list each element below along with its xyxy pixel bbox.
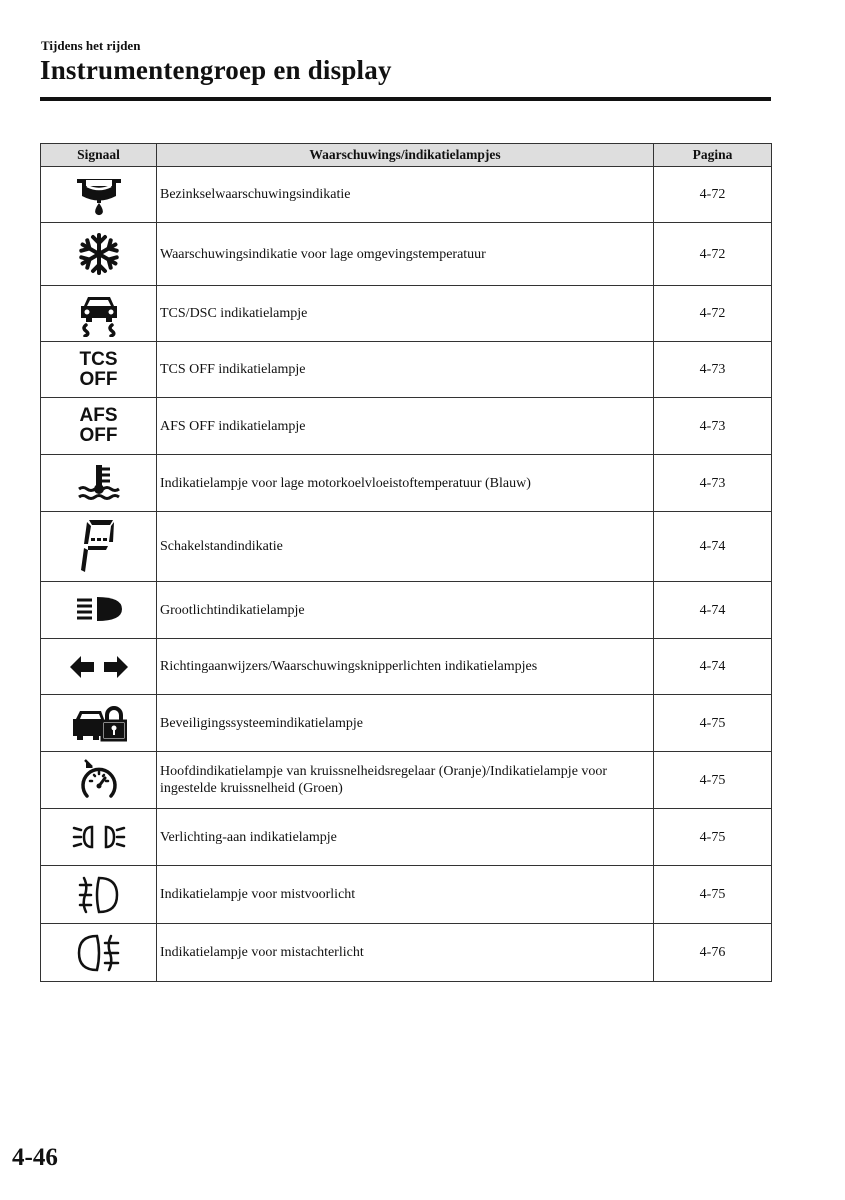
gear-position-p-icon	[79, 516, 119, 578]
icon-label-tcs: TCS	[79, 348, 118, 370]
description-cell: Schakelstandindikatie	[157, 512, 654, 582]
description-cell: Indikatielampje voor lage motorkoelvloeistoftemperatuur (Blauw)	[157, 455, 654, 512]
signal-cell	[41, 342, 157, 398]
table-row	[41, 809, 772, 866]
front-fog-light-icon	[77, 874, 121, 916]
signal-cell	[41, 639, 157, 695]
page-cell: 4-76	[654, 924, 772, 982]
snowflake-icon	[76, 231, 122, 277]
table-row	[41, 866, 772, 924]
description-cell: Bezinkselwaarschuwingsindikatie	[157, 167, 654, 223]
description-cell: Indikatielampje voor mistvoorlicht	[157, 866, 654, 924]
description-cell: Verlichting-aan indikatielampje	[157, 809, 654, 866]
page-cell: 4-72	[654, 286, 772, 342]
signal-cell	[41, 455, 157, 512]
description-cell: Grootlichtindikatielampje	[157, 582, 654, 639]
signal-cell	[41, 924, 157, 982]
page-cell: 4-72	[654, 167, 772, 223]
high-beam-icon	[73, 594, 125, 626]
lights-on-icon	[71, 822, 127, 852]
column-header-description: Waarschuwings/indikatielampjes	[157, 144, 654, 167]
table-row	[41, 167, 772, 223]
signal-cell	[41, 223, 157, 286]
tcs-off-icon	[80, 350, 118, 390]
table-row	[41, 695, 772, 752]
table-row	[41, 582, 772, 639]
page-cell: 4-73	[654, 342, 772, 398]
page-cell: 4-73	[654, 398, 772, 455]
description-cell: Richtingaanwijzers/Waarschuwingsknipperlichten indikatielampjes	[157, 639, 654, 695]
signal-cell	[41, 512, 157, 582]
page-cell: 4-73	[654, 455, 772, 512]
table-row	[41, 512, 772, 582]
afs-off-icon	[80, 406, 118, 446]
security-car-lock-icon	[71, 703, 127, 743]
turn-signal-arrows-icon	[68, 652, 130, 682]
page-cell: 4-75	[654, 866, 772, 924]
table-row	[41, 286, 772, 342]
indicator-table	[40, 143, 772, 982]
signal-cell	[41, 695, 157, 752]
title-divider	[40, 97, 771, 101]
table-row	[41, 639, 772, 695]
page-cell: 4-74	[654, 639, 772, 695]
page-cell: 4-75	[654, 809, 772, 866]
description-cell: Waarschuwingsindikatie voor lage omgevingstemperatuur	[157, 223, 654, 286]
section-label: Tijdens het rijden	[41, 38, 141, 53]
coolant-temperature-icon	[75, 462, 123, 504]
signal-cell	[41, 167, 157, 223]
table-row	[41, 752, 772, 809]
column-header-page: Pagina	[654, 144, 772, 167]
fuel-filter-water-icon	[72, 172, 126, 218]
page-cell: 4-75	[654, 695, 772, 752]
table-row	[41, 924, 772, 982]
page-cell: 4-74	[654, 582, 772, 639]
description-cell: TCS/DSC indikatielampje	[157, 286, 654, 342]
tcs-dsc-car-skid-icon	[77, 291, 121, 337]
description-cell: Beveiligingssysteemindikatielampje	[157, 695, 654, 752]
signal-cell	[41, 582, 157, 639]
description-cell: Hoofdindikatielampje van kruissnelheidsregelaar (Oranje)/Indikatielampje voor ingestelde kruissnelheid (Groen)	[157, 752, 654, 809]
rear-fog-light-icon	[75, 932, 123, 974]
table-row	[41, 223, 772, 286]
signal-cell	[41, 866, 157, 924]
page-cell: 4-74	[654, 512, 772, 582]
signal-cell	[41, 398, 157, 455]
table-header-row	[41, 144, 772, 167]
table-row	[41, 398, 772, 455]
table-row	[41, 455, 772, 512]
icon-label-off: OFF	[79, 368, 118, 390]
page-title: Instrumentengroep en display	[40, 55, 392, 85]
description-cell: Indikatielampje voor mistachterlicht	[157, 924, 654, 982]
page-number: 4-46	[12, 1144, 58, 1171]
signal-cell	[41, 752, 157, 809]
signal-cell	[41, 286, 157, 342]
description-cell: TCS OFF indikatielampje	[157, 342, 654, 398]
page-cell: 4-75	[654, 752, 772, 809]
icon-label-off: OFF	[79, 425, 118, 446]
icon-label-afs: AFS	[79, 405, 118, 426]
signal-cell	[41, 809, 157, 866]
column-header-signal: Signaal	[41, 144, 157, 167]
table-row	[41, 342, 772, 398]
page-cell: 4-72	[654, 223, 772, 286]
description-cell: AFS OFF indikatielampje	[157, 398, 654, 455]
cruise-control-icon	[76, 757, 122, 803]
